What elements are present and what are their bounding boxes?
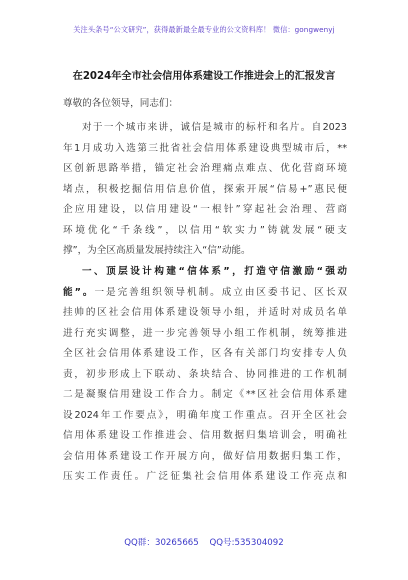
text-line: 进行充实调整，进一步完善领导小组工作机制，统筹推进 — [63, 327, 347, 339]
section-heading: 一、顶层设计构建“信体系”，打造守信激励“强动 — [82, 266, 347, 277]
salutation: 尊敬的各位领导，同志们： — [63, 98, 179, 109]
text-line: 会信用体系建设工作开展方向，做好信用数据归集工作， — [63, 450, 347, 462]
document-title: 在2024年全市社会信用体系建设工作推进会上的汇报发言 — [72, 71, 336, 82]
section-heading-end: 能”。 — [63, 286, 95, 298]
footer-qq-number: QQ号:535304092 — [209, 538, 284, 548]
text-line: 责，初步形成上下联动、条块结合、协同推进的工作机制 — [63, 368, 347, 380]
text-line: 二是凝聚信用建设工作合力。制定《**区社会信用体系建 — [63, 389, 347, 400]
text-line: 企应用建设，以信用建设“一根针”穿起社会治理、营商 — [63, 204, 347, 215]
text-line: 区创新思路举措，锚定社会治理痛点难点、优化营商环境 — [63, 163, 347, 174]
text-line: 环境优化“千条线”，以信用“软实力”铸就发展“硬支 — [63, 224, 347, 236]
text-line: 年1月成功入选第三批省社会信用体系建设典型城市后，** — [63, 142, 347, 154]
paragraph-section1 — [63, 262, 347, 488]
text-line-rest: 一是完善组织领导机制。成立由区委书记、区长双 — [94, 286, 347, 298]
text-line — [63, 283, 347, 304]
text-line: 挂帅的区社会信用体系建设领导小组，并适时对成员名单 — [63, 307, 347, 318]
text-line: 堵点，积极挖掘信用信息价值，探索开展“信易+”惠民便 — [63, 183, 347, 195]
text-line: 设2024年工作要点》，明确年度工作重点。召开全区社会 — [63, 409, 347, 421]
footer-qq-group: QQ群：30265665 — [124, 538, 199, 548]
paragraph-intro — [63, 118, 347, 262]
text-line: 信用体系建设工作推进会、信用数据归集培训会，明确社 — [63, 430, 347, 441]
footer-contacts — [0, 536, 408, 548]
text-line: 对于一个城市来讲，诚信是城市的标杆和名片。自2023 — [82, 122, 347, 133]
text-line: 撑”，为全区高质量发展持续注入“信”动能。 — [63, 245, 251, 256]
text-line: 全区社会信用体系建设工作，区各有关部门均安排专人负 — [63, 348, 347, 359]
header-banner: 关注头条号“公文研究”，获得最新最全最专业的公文资料库！ 微信：gongwenyj — [73, 25, 335, 34]
text-line: 压实工作责任。广泛征集社会信用体系建设工作亮点和 — [63, 471, 347, 482]
